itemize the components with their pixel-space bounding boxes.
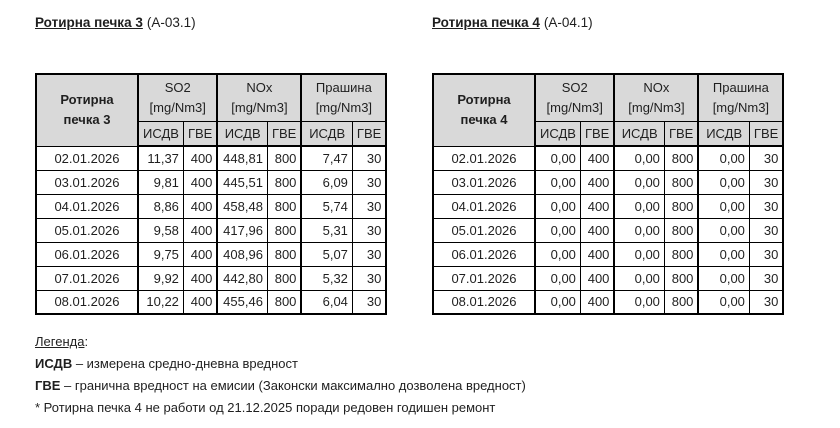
- kiln3-title: [35, 15, 196, 30]
- group-unit: [mg/Nm3]: [712, 99, 770, 115]
- group-header-0: [535, 74, 614, 121]
- value-cell: 442,80: [217, 266, 267, 290]
- table-row: [36, 194, 386, 218]
- legend-item-gve: [35, 375, 526, 397]
- value-cell: 6,09: [301, 170, 352, 194]
- sub-header-gve: ГВЕ: [749, 121, 783, 146]
- value-cell: 445,51: [217, 170, 267, 194]
- legend-footnote: * Ротирна печка 4 не работи од 21.12.2025 поради редовен годишен ремонт: [35, 400, 496, 415]
- value-cell: 400: [580, 266, 614, 290]
- legend-heading: [35, 331, 526, 353]
- legend-heading-colon: :: [84, 334, 89, 349]
- value-cell: 400: [580, 146, 614, 170]
- value-cell: 30: [352, 194, 386, 218]
- value-cell: 800: [664, 266, 698, 290]
- date-cell: 03.01.2026: [36, 170, 138, 194]
- table-row: [433, 146, 783, 170]
- group-header-1: [217, 74, 301, 121]
- group-name: SO2: [164, 79, 191, 95]
- date-cell: 07.01.2026: [433, 266, 535, 290]
- value-cell: 9,81: [138, 170, 183, 194]
- date-cell: 07.01.2026: [36, 266, 138, 290]
- value-cell: 400: [580, 194, 614, 218]
- table-row: [36, 146, 386, 170]
- date-cell: 02.01.2026: [433, 146, 535, 170]
- header-group-row: [36, 74, 386, 121]
- value-cell: 9,58: [138, 218, 183, 242]
- value-cell: 400: [580, 170, 614, 194]
- value-cell: 30: [352, 242, 386, 266]
- value-cell: 0,00: [698, 266, 749, 290]
- value-cell: 0,00: [535, 218, 580, 242]
- sub-header-isdv: ИСДВ: [301, 121, 352, 146]
- date-cell: 05.01.2026: [36, 218, 138, 242]
- date-cell: 06.01.2026: [433, 242, 535, 266]
- table-row: [433, 194, 783, 218]
- date-cell: 02.01.2026: [36, 146, 138, 170]
- value-cell: 455,46: [217, 290, 267, 314]
- sub-header-gve: ГВЕ: [664, 121, 698, 146]
- value-cell: 800: [664, 290, 698, 314]
- table-row: [36, 218, 386, 242]
- date-cell: 04.01.2026: [36, 194, 138, 218]
- table-row: [433, 266, 783, 290]
- group-unit: [mg/Nm3]: [231, 99, 288, 115]
- value-cell: 0,00: [698, 290, 749, 314]
- value-cell: 6,04: [301, 290, 352, 314]
- sub-header-gve: ГВЕ: [267, 121, 301, 146]
- sub-header-gve: ГВЕ: [183, 121, 217, 146]
- date-cell: 06.01.2026: [36, 242, 138, 266]
- value-cell: 800: [267, 146, 301, 170]
- value-cell: 30: [749, 218, 783, 242]
- value-cell: 30: [352, 290, 386, 314]
- group-name: SO2: [561, 79, 588, 95]
- value-cell: 0,00: [535, 170, 580, 194]
- kiln3-title-name: Ротирна печка 3: [35, 15, 143, 30]
- value-cell: 800: [267, 218, 301, 242]
- value-cell: 0,00: [614, 146, 664, 170]
- date-cell: 08.01.2026: [36, 290, 138, 314]
- value-cell: 800: [664, 242, 698, 266]
- value-cell: 0,00: [614, 290, 664, 314]
- header-group-row: [433, 74, 783, 121]
- value-cell: 800: [267, 242, 301, 266]
- value-cell: 10,22: [138, 290, 183, 314]
- value-cell: 0,00: [614, 242, 664, 266]
- value-cell: 458,48: [217, 194, 267, 218]
- value-cell: 0,00: [535, 194, 580, 218]
- value-cell: 30: [352, 170, 386, 194]
- group-name: NOx: [246, 79, 273, 95]
- table-row: [36, 242, 386, 266]
- group-header-2: [301, 74, 386, 121]
- value-cell: 417,96: [217, 218, 267, 242]
- value-cell: 800: [664, 170, 698, 194]
- corner-header: [433, 74, 535, 146]
- value-cell: 0,00: [535, 146, 580, 170]
- value-cell: 5,31: [301, 218, 352, 242]
- legend: [35, 331, 526, 419]
- value-cell: 0,00: [698, 218, 749, 242]
- sub-header-isdv: ИСДВ: [614, 121, 664, 146]
- legend-text-isdv: – измерена средно-дневна вредност: [72, 356, 298, 371]
- table-row: [433, 290, 783, 314]
- group-unit: [mg/Nm3]: [546, 99, 603, 115]
- value-cell: 0,00: [698, 170, 749, 194]
- value-cell: 0,00: [614, 266, 664, 290]
- table-row: [433, 170, 783, 194]
- value-cell: 5,32: [301, 266, 352, 290]
- sub-header-isdv: ИСДВ: [535, 121, 580, 146]
- date-cell: 05.01.2026: [433, 218, 535, 242]
- value-cell: 0,00: [698, 242, 749, 266]
- legend-item-isdv: [35, 353, 526, 375]
- value-cell: 0,00: [614, 194, 664, 218]
- value-cell: 30: [352, 266, 386, 290]
- corner-header-label: Ротирна печка 4: [457, 92, 511, 128]
- value-cell: 800: [267, 290, 301, 314]
- group-unit: [mg/Nm3]: [628, 99, 685, 115]
- table-row: [36, 266, 386, 290]
- kiln4-title-name: Ротирна печка 4: [432, 15, 540, 30]
- value-cell: 0,00: [614, 218, 664, 242]
- legend-heading-text: Легенда: [35, 334, 85, 349]
- sub-header-gve: ГВЕ: [580, 121, 614, 146]
- value-cell: 400: [183, 290, 217, 314]
- value-cell: 30: [352, 146, 386, 170]
- value-cell: 448,81: [217, 146, 267, 170]
- value-cell: 0,00: [535, 242, 580, 266]
- value-cell: 0,00: [535, 290, 580, 314]
- value-cell: 400: [580, 290, 614, 314]
- value-cell: 400: [183, 194, 217, 218]
- value-cell: 30: [749, 170, 783, 194]
- corner-header-label: Ротирна печка 3: [60, 92, 114, 128]
- value-cell: 400: [183, 218, 217, 242]
- value-cell: 30: [749, 266, 783, 290]
- value-cell: 30: [352, 218, 386, 242]
- table-row: [36, 290, 386, 314]
- group-header-2: [698, 74, 783, 121]
- value-cell: 400: [183, 170, 217, 194]
- group-unit: [mg/Nm3]: [315, 99, 373, 115]
- corner-header: [36, 74, 138, 146]
- legend-term-gve: ГВЕ: [35, 378, 61, 393]
- date-cell: 08.01.2026: [433, 290, 535, 314]
- kiln4-table: [432, 73, 784, 315]
- sub-header-isdv: ИСДВ: [698, 121, 749, 146]
- value-cell: 800: [267, 266, 301, 290]
- value-cell: 9,75: [138, 242, 183, 266]
- date-cell: 03.01.2026: [433, 170, 535, 194]
- group-name: NOx: [643, 79, 670, 95]
- group-name: Прашина: [315, 79, 372, 95]
- value-cell: 400: [183, 266, 217, 290]
- group-unit: [mg/Nm3]: [149, 99, 206, 115]
- value-cell: 30: [749, 242, 783, 266]
- value-cell: 5,07: [301, 242, 352, 266]
- value-cell: 400: [580, 218, 614, 242]
- value-cell: 30: [749, 146, 783, 170]
- value-cell: 8,86: [138, 194, 183, 218]
- kiln3-table: [35, 73, 387, 315]
- value-cell: 0,00: [698, 194, 749, 218]
- value-cell: 0,00: [614, 170, 664, 194]
- value-cell: 30: [749, 290, 783, 314]
- value-cell: 800: [664, 218, 698, 242]
- value-cell: 11,37: [138, 146, 183, 170]
- table-row: [433, 218, 783, 242]
- value-cell: 9,92: [138, 266, 183, 290]
- value-cell: 408,96: [217, 242, 267, 266]
- value-cell: 0,00: [698, 146, 749, 170]
- value-cell: 800: [267, 194, 301, 218]
- value-cell: 800: [664, 146, 698, 170]
- value-cell: 5,74: [301, 194, 352, 218]
- table-row: [36, 170, 386, 194]
- value-cell: 30: [749, 194, 783, 218]
- value-cell: 400: [580, 242, 614, 266]
- group-name: Прашина: [712, 79, 769, 95]
- group-header-0: [138, 74, 217, 121]
- sub-header-isdv: ИСДВ: [138, 121, 183, 146]
- group-header-1: [614, 74, 698, 121]
- legend-term-isdv: ИСДВ: [35, 356, 73, 371]
- kiln4-title: [432, 15, 593, 30]
- table-row: [433, 242, 783, 266]
- kiln4-title-code: (А-04.1): [543, 15, 593, 30]
- value-cell: 0,00: [535, 266, 580, 290]
- value-cell: 400: [183, 242, 217, 266]
- value-cell: 800: [267, 170, 301, 194]
- legend-text-gve: – гранична вредност на емисии (Законски максимално дозволена вредност): [60, 378, 526, 393]
- value-cell: 7,47: [301, 146, 352, 170]
- value-cell: 800: [664, 194, 698, 218]
- date-cell: 04.01.2026: [433, 194, 535, 218]
- sub-header-gve: ГВЕ: [352, 121, 386, 146]
- value-cell: 400: [183, 146, 217, 170]
- kiln3-title-code: (А-03.1): [146, 15, 196, 30]
- sub-header-isdv: ИСДВ: [217, 121, 267, 146]
